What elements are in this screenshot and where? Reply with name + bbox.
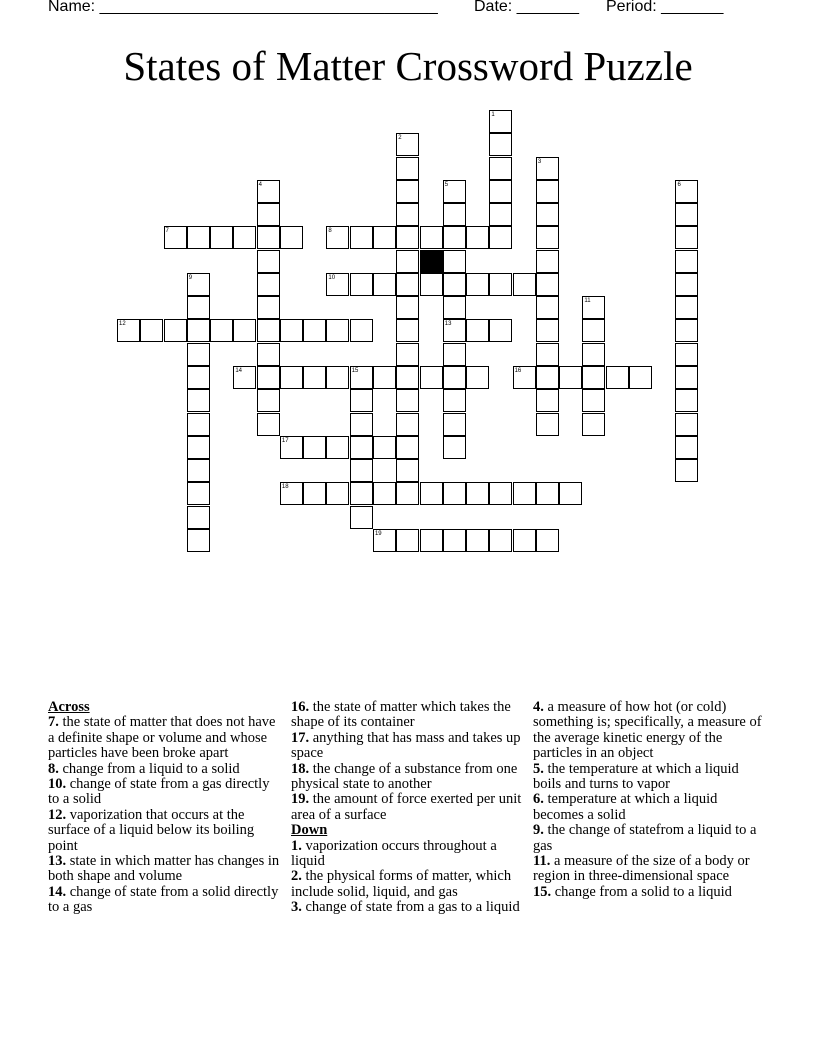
clue-text: state in which matter has changes in both shape and volume	[48, 853, 280, 885]
grid-cell[interactable]	[536, 180, 559, 203]
down-clue	[533, 792, 765, 823]
grid-cell[interactable]	[187, 459, 210, 482]
grid-cell[interactable]	[536, 226, 559, 249]
grid-cell[interactable]	[536, 296, 559, 319]
grid-cell[interactable]	[420, 366, 443, 389]
clue-number: 14.	[48, 883, 70, 900]
grid-cell[interactable]	[489, 273, 512, 296]
clue-text: vaporization that occurs at the surface of a liquid below its boiling point	[48, 806, 255, 854]
grid-cell[interactable]	[443, 273, 466, 296]
grid-cell[interactable]	[443, 436, 466, 459]
grid-cell[interactable]	[420, 226, 443, 249]
clue-number: 4.	[533, 699, 548, 715]
grid-cell[interactable]	[257, 203, 280, 226]
grid-cell[interactable]	[396, 366, 419, 389]
grid-cell[interactable]	[396, 529, 419, 552]
grid-cell-blocked	[420, 250, 443, 273]
down-clue	[291, 900, 527, 915]
grid-cell[interactable]	[257, 343, 280, 366]
clue-number-9: 9	[188, 274, 193, 281]
across-clue	[48, 808, 280, 854]
grid-cell[interactable]	[513, 482, 536, 505]
grid-cell[interactable]	[373, 482, 396, 505]
clue-text: the state of matter that does not have a definite shape or volume and whose particles have been broke apart	[48, 714, 276, 762]
grid-cell[interactable]	[536, 413, 559, 436]
clue-number: 2.	[291, 868, 306, 885]
grid-cell[interactable]	[675, 389, 698, 412]
grid-cell[interactable]	[536, 319, 559, 342]
grid-cell[interactable]	[443, 529, 466, 552]
grid-cell[interactable]	[350, 226, 373, 249]
grid-cell[interactable]	[233, 319, 256, 342]
grid-cell[interactable]	[326, 319, 349, 342]
clue-text: the state of matter which takes the shape of its container	[291, 699, 511, 731]
grid-cell[interactable]	[326, 436, 349, 459]
grid-cell[interactable]	[443, 343, 466, 366]
down-clue	[291, 839, 527, 870]
grid-cell[interactable]	[187, 482, 210, 505]
clue-number-2: 2	[398, 135, 402, 142]
clue-number: 15.	[533, 883, 555, 900]
grid-cell[interactable]	[373, 226, 396, 249]
grid-cell[interactable]	[303, 366, 326, 389]
clue-number-19: 19	[374, 530, 382, 537]
grid-cell[interactable]	[326, 366, 349, 389]
grid-cell[interactable]	[559, 366, 582, 389]
grid-cell[interactable]	[420, 529, 443, 552]
grid-cell[interactable]	[489, 319, 512, 342]
clue-number: 11.	[533, 853, 554, 870]
grid-cell[interactable]	[420, 273, 443, 296]
grid-cell[interactable]	[187, 226, 210, 249]
across-clue	[48, 885, 280, 916]
grid-cell[interactable]	[187, 389, 210, 412]
grid-cell[interactable]	[466, 273, 489, 296]
grid-cell[interactable]	[303, 319, 326, 342]
clue-text: a measure of how hot (or cold) something is; specifically, a measure of the average kinetic energy of the particles in an object	[533, 699, 762, 762]
grid-cell[interactable]	[350, 413, 373, 436]
grid-cell[interactable]	[187, 436, 210, 459]
clue-number-1: 1	[491, 112, 495, 118]
grid-cell[interactable]	[675, 250, 698, 273]
clue-number-3: 3	[537, 158, 542, 165]
grid-cell[interactable]	[582, 343, 605, 366]
grid-cell[interactable]	[350, 273, 373, 296]
grid-cell[interactable]	[489, 226, 512, 249]
grid-cell[interactable]	[280, 226, 303, 249]
clue-number-14: 14	[235, 367, 243, 374]
grid-cell[interactable]	[675, 343, 698, 366]
grid-cell[interactable]	[257, 226, 280, 249]
clue-number: 18.	[291, 760, 313, 777]
period-field[interactable]: Period: _______	[606, 0, 724, 15]
grid-cell[interactable]	[350, 482, 373, 505]
clue-column-1	[48, 700, 280, 916]
down-heading: Down	[291, 822, 328, 839]
grid-cell[interactable]	[536, 250, 559, 273]
grid-cell[interactable]	[536, 529, 559, 552]
across-clue	[291, 700, 527, 731]
grid-cell[interactable]	[187, 366, 210, 389]
clue-text: the amount of force exerted per unit area of a surface	[291, 791, 522, 823]
grid-cell[interactable]	[443, 296, 466, 319]
grid-cell[interactable]	[396, 319, 419, 342]
grid-cell[interactable]	[489, 529, 512, 552]
clue-text: a measure of the size of a body or region in three-dimensional space	[533, 853, 750, 885]
clue-number-13: 13	[444, 321, 452, 328]
clue-number-15: 15	[351, 367, 359, 374]
clue-text: change of state from a solid directly to a gas	[48, 883, 279, 916]
grid-cell[interactable]	[489, 482, 512, 505]
across-clue	[291, 792, 527, 823]
grid-cell[interactable]	[466, 482, 489, 505]
grid-cell[interactable]	[187, 506, 210, 529]
clue-text: the change of a substance from one physical state to another	[291, 760, 518, 793]
grid-cell[interactable]	[443, 413, 466, 436]
grid-cell[interactable]	[536, 273, 559, 296]
grid-cell[interactable]	[466, 319, 489, 342]
grid-cell[interactable]	[396, 459, 419, 482]
grid-cell[interactable]	[257, 250, 280, 273]
grid-cell[interactable]	[350, 459, 373, 482]
grid-cell[interactable]	[629, 366, 652, 389]
date-field[interactable]: Date: _______	[474, 0, 579, 15]
clue-number-17: 17	[281, 437, 289, 444]
grid-cell[interactable]	[210, 319, 233, 342]
grid-cell[interactable]	[373, 366, 396, 389]
grid-cell[interactable]	[675, 366, 698, 389]
across-heading: Across	[48, 699, 90, 715]
down-clue	[533, 762, 765, 793]
grid-cell[interactable]	[303, 482, 326, 505]
grid-cell[interactable]	[187, 343, 210, 366]
clue-number: 5.	[533, 760, 548, 777]
down-clue	[291, 869, 527, 900]
grid-cell[interactable]	[396, 296, 419, 319]
clue-text: temperature at which a liquid becomes a solid	[533, 791, 718, 823]
grid-cell[interactable]	[443, 203, 466, 226]
grid-cell[interactable]	[396, 389, 419, 412]
grid-cell[interactable]	[257, 319, 280, 342]
clue-text: vaporization occurs throughout a liquid	[291, 837, 497, 870]
clue-number: 1.	[291, 837, 306, 854]
grid-cell[interactable]	[187, 529, 210, 552]
grid-cell[interactable]	[280, 366, 303, 389]
clue-number-12: 12	[119, 321, 126, 328]
grid-cell[interactable]	[443, 389, 466, 412]
grid-cell[interactable]	[675, 413, 698, 436]
grid-cell[interactable]	[396, 226, 419, 249]
clue-text: change of state from a gas to a liquid	[305, 899, 520, 916]
clue-number-18: 18	[281, 484, 289, 491]
grid-cell[interactable]	[396, 273, 419, 296]
clue-number: 8.	[48, 760, 63, 777]
grid-cell[interactable]	[559, 482, 582, 505]
grid-cell[interactable]	[350, 389, 373, 412]
grid-cell[interactable]	[443, 366, 466, 389]
clue-number-5: 5	[444, 181, 449, 188]
grid-cell[interactable]	[396, 343, 419, 366]
clue-text: change from a solid to a liquid	[554, 883, 732, 900]
grid-cell[interactable]	[140, 319, 163, 342]
across-clue	[48, 854, 280, 885]
grid-cell[interactable]	[257, 296, 280, 319]
clue-text: the physical forms of matter, which include solid, liquid, and gas	[291, 868, 512, 900]
grid-cell[interactable]	[489, 180, 512, 203]
clue-number: 12.	[48, 806, 70, 823]
grid-cell[interactable]	[582, 319, 605, 342]
clue-number-6: 6	[677, 181, 681, 188]
grid-cell[interactable]	[303, 436, 326, 459]
grid-cell[interactable]	[257, 389, 280, 412]
grid-cell[interactable]	[489, 157, 512, 180]
grid-cell[interactable]	[675, 273, 698, 296]
grid-cell[interactable]	[536, 203, 559, 226]
grid-cell[interactable]	[350, 506, 373, 529]
clue-number: 19.	[291, 791, 313, 808]
grid-cell[interactable]	[513, 529, 536, 552]
clue-number-16: 16	[514, 367, 522, 374]
clue-number-7: 7	[165, 228, 169, 235]
clue-text: change from a liquid to a solid	[62, 760, 240, 777]
grid-cell[interactable]	[582, 366, 605, 389]
clue-number: 9.	[533, 822, 548, 839]
grid-cell[interactable]	[326, 482, 349, 505]
grid-cell[interactable]	[675, 203, 698, 226]
name-field[interactable]: Name: ______________________________________	[48, 0, 438, 15]
grid-cell[interactable]	[187, 296, 210, 319]
grid-cell[interactable]	[187, 413, 210, 436]
grid-cell[interactable]	[280, 319, 303, 342]
grid-cell[interactable]	[443, 250, 466, 273]
grid-cell[interactable]	[164, 319, 187, 342]
clue-number: 7.	[48, 714, 63, 731]
down-clue	[533, 854, 765, 885]
grid-cell[interactable]	[606, 366, 629, 389]
down-clue	[533, 823, 765, 854]
clue-number: 13.	[48, 853, 70, 870]
grid-cell[interactable]	[420, 482, 443, 505]
across-clue	[291, 762, 527, 793]
clue-text: the change of statefrom a liquid to a gas	[533, 822, 757, 854]
grid-cell[interactable]	[233, 226, 256, 249]
grid-cell[interactable]	[466, 366, 489, 389]
grid-cell[interactable]	[466, 529, 489, 552]
grid-cell[interactable]	[466, 226, 489, 249]
grid-cell[interactable]	[582, 413, 605, 436]
clue-column-2	[291, 700, 527, 916]
grid-cell[interactable]	[675, 226, 698, 249]
grid-cell[interactable]	[582, 389, 605, 412]
clue-number: 3.	[291, 899, 306, 916]
clue-text: the temperature at which a liquid boils and turns to vapor	[533, 760, 739, 793]
grid-cell[interactable]	[257, 273, 280, 296]
clue-number: 17.	[291, 729, 313, 746]
grid-cell[interactable]	[396, 157, 419, 180]
clue-number: 6.	[533, 791, 548, 808]
grid-cell[interactable]	[257, 366, 280, 389]
clue-number-11: 11	[584, 298, 591, 305]
grid-cell[interactable]	[396, 180, 419, 203]
across-clue	[48, 777, 280, 808]
grid-cell[interactable]	[443, 226, 466, 249]
across-clue	[291, 731, 527, 762]
across-clue	[48, 762, 280, 777]
clue-number-10: 10	[328, 274, 336, 281]
grid-cell[interactable]	[396, 250, 419, 273]
grid-cell[interactable]	[396, 203, 419, 226]
grid-cell[interactable]	[187, 319, 210, 342]
grid-cell[interactable]	[257, 413, 280, 436]
grid-cell[interactable]	[396, 436, 419, 459]
clue-text: change of state from a gas directly to a solid	[48, 776, 270, 808]
grid-cell[interactable]	[513, 273, 536, 296]
grid-cell[interactable]	[373, 273, 396, 296]
clue-text: anything that has mass and takes up space	[291, 729, 521, 762]
clue-number: 10.	[48, 776, 70, 793]
clue-column-3	[533, 700, 765, 900]
grid-cell[interactable]	[350, 319, 373, 342]
grid-cell[interactable]	[210, 226, 233, 249]
grid-cell[interactable]	[536, 343, 559, 366]
grid-cell[interactable]	[675, 436, 698, 459]
grid-cell[interactable]	[536, 482, 559, 505]
grid-cell[interactable]	[373, 436, 396, 459]
grid-cell[interactable]	[536, 389, 559, 412]
grid-cell[interactable]	[443, 482, 466, 505]
grid-cell[interactable]	[675, 459, 698, 482]
clue-number: 16.	[291, 699, 313, 715]
grid-cell[interactable]	[396, 482, 419, 505]
grid-cell[interactable]	[536, 366, 559, 389]
down-clue	[533, 885, 765, 900]
grid-cell[interactable]	[489, 203, 512, 226]
grid-cell[interactable]	[675, 296, 698, 319]
page-title: States of Matter Crossword Puzzle	[123, 43, 693, 89]
down-clue	[533, 700, 765, 762]
clue-number-4: 4	[258, 181, 262, 188]
grid-cell[interactable]	[350, 436, 373, 459]
grid-cell[interactable]	[675, 319, 698, 342]
grid-cell[interactable]	[396, 413, 419, 436]
grid-cell[interactable]	[489, 133, 512, 156]
clue-number-8: 8	[328, 228, 332, 235]
across-clue	[48, 715, 280, 761]
